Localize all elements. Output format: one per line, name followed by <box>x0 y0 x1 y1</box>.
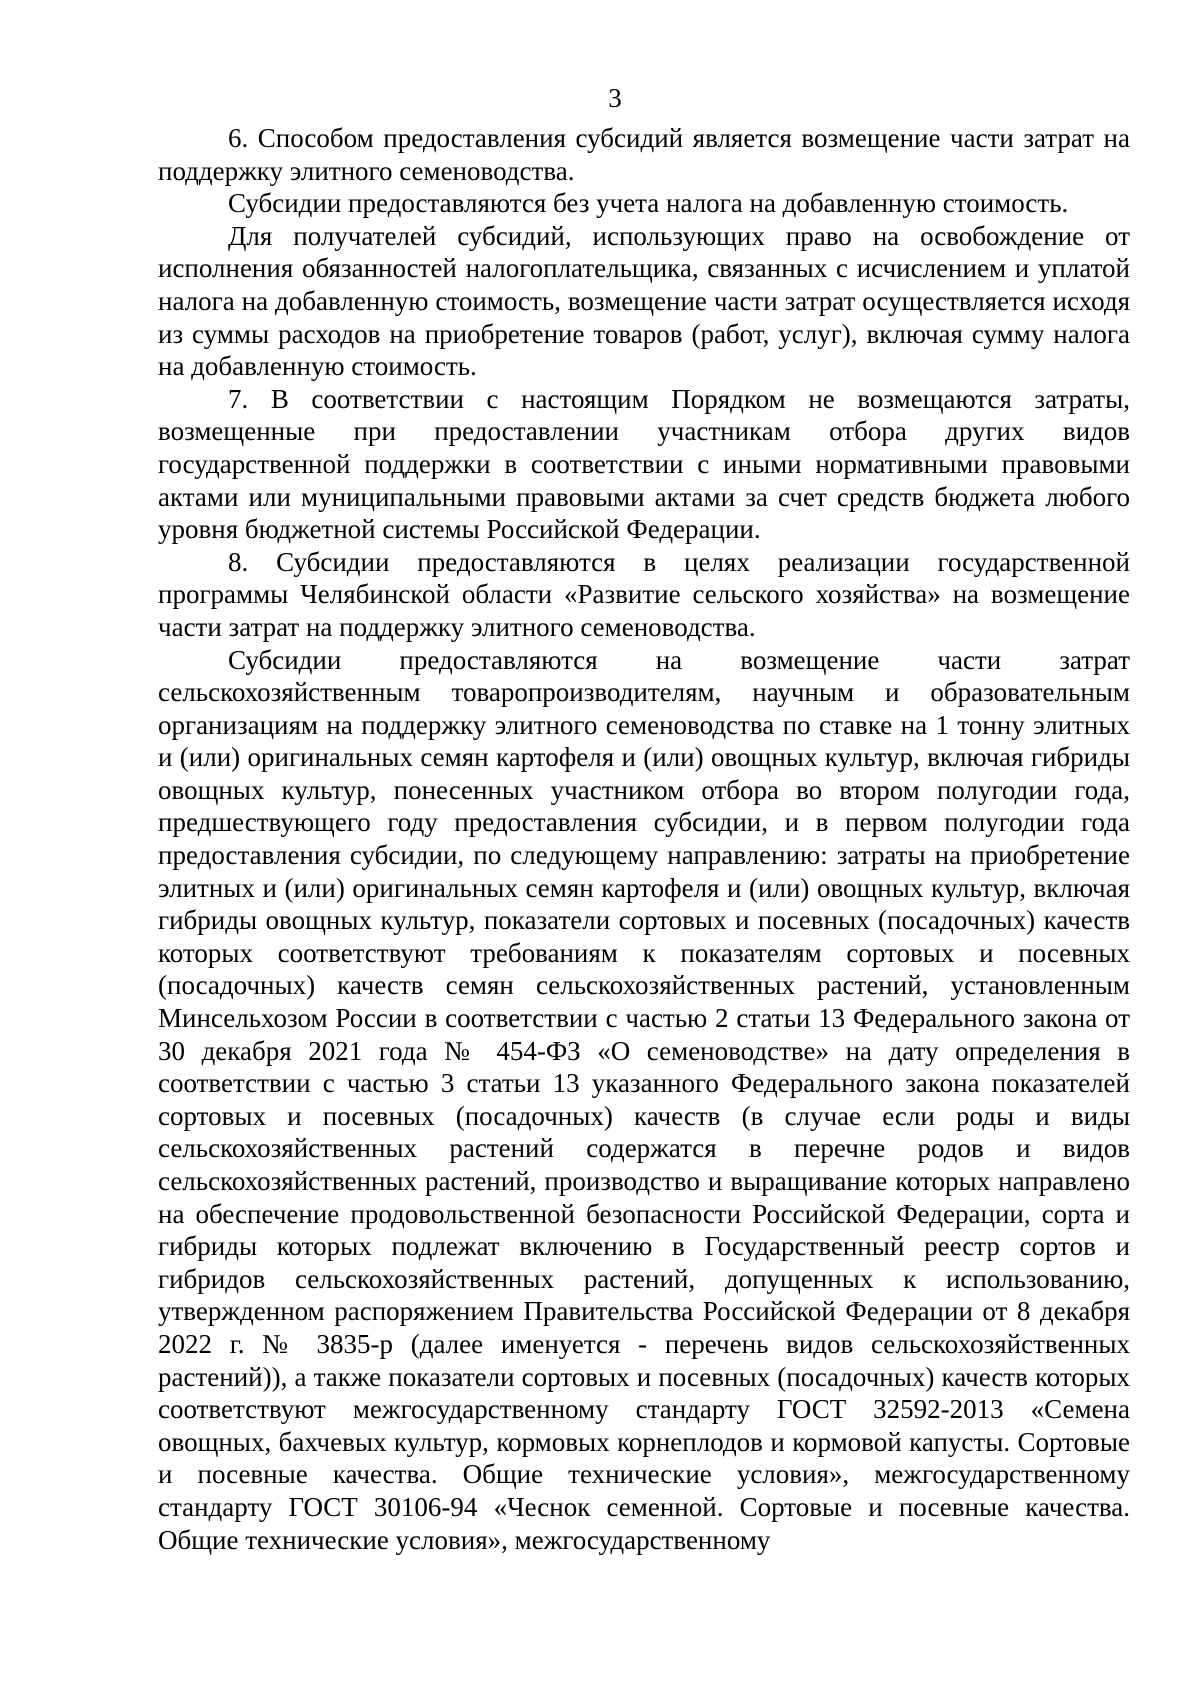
paragraph-vat-excluded: Субсидии предоставляются без учета налога на добавленную стоимость. <box>228 188 1069 219</box>
paragraph-8: 8. Субсидии предоставляются в целях реализации государственной программы Челябинской области «Развитие сельского хозяйства» на возмещение части затрат на поддержку элитного семеноводства. <box>158 546 1130 642</box>
paragraph-6: 6. Способом предоставления субсидий является возмещение части затрат на поддержку элитного семеноводства. <box>158 123 1130 186</box>
paragraph-subsidy-rate: Субсидии предоставляются на возмещение части затрат сельскохозяйственным товаропроизводителям, научным и образовательным организациям на поддержку элитного семеноводства по ставке на 1 тонну элитных и (или) оригинальных семян картофеля и (или) овощных культур, включая гибриды овощных культур, понесенных участником отбора во втором полугодии года, предшествующего году предоставления субсидии, и в первом полугодии года предоставления субсидии, по следующему направлению: затраты на приобретение элитных и (или) оригинальных семян картофеля и (или) овощных культур, включая гибриды овощных культур, показатели сортовых и посевных (посадочных) качеств которых соответствуют требованиям к показателям сортовых и посевных (посадочных) качеств семян сельскохозяйственных растений, установленным Минсельхозом России в соответствии с частью 2 статьи 13 Федерального закона от 30 декабря 2021 года № 454-ФЗ «О семеноводстве» на дату определения в соответствии с частью 3 статьи 13 указанного Федерального закона показателей сортовых и посевных (посадочных) качеств (в случае если роды и виды сельскохозяйственных растений содержатся в перечне родов и видов сельскохозяйственных растений, производство и выращивание которых направлено на обеспечение продовольственной безопасности Российской Федерации, сорта и гибриды которых подлежат включению в Государственный реестр сортов и гибридов сельскохозяйственных растений, допущенных к использованию, утвержденном распоряжением Правительства Российской Федерации от 8 декабря 2022 г. № 3835-р (далее именуется - перечень видов сельскохозяйственных растений)), а также показатели сортовых и посевных (посадочных) качеств которых соответствуют межгосударственному стандарту ГОСТ 32592-2013 «Семена овощных, бахчевых культур, кормовых корнеплодов и кормовой капусты. Сортовые и посевные качества. Общие технические условия», межгосударственному стандарту ГОСТ 30106-94 «Чеснок семенной. Сортовые и посевные качества. Общие технические условия», межгосударственному <box>158 644 1130 1555</box>
paragraph-7: 7. В соответствии с настоящим Порядком не возмещаются затраты, возмещенные при предоставлении участникам отбора других видов государственной поддержки в соответствии с иными нормативными правовыми актами или муниципальными правовыми актами за счет средств бюджета любого уровня бюджетной системы Российской Федерации. <box>158 383 1130 545</box>
page-number: 3 <box>608 83 622 113</box>
paragraph-vat-exempt-recipients: Для получателей субсидий, использующих право на освобождение от исполнения обязанностей налогоплательщика, связанных с исчислением и уплатой налога на добавленную стоимость, возмещение части затрат осуществляется исходя из суммы расходов на приобретение товаров (работ, услуг), включая сумму налога на добавленную стоимость. <box>158 220 1130 382</box>
document-body <box>158 122 1130 1556</box>
